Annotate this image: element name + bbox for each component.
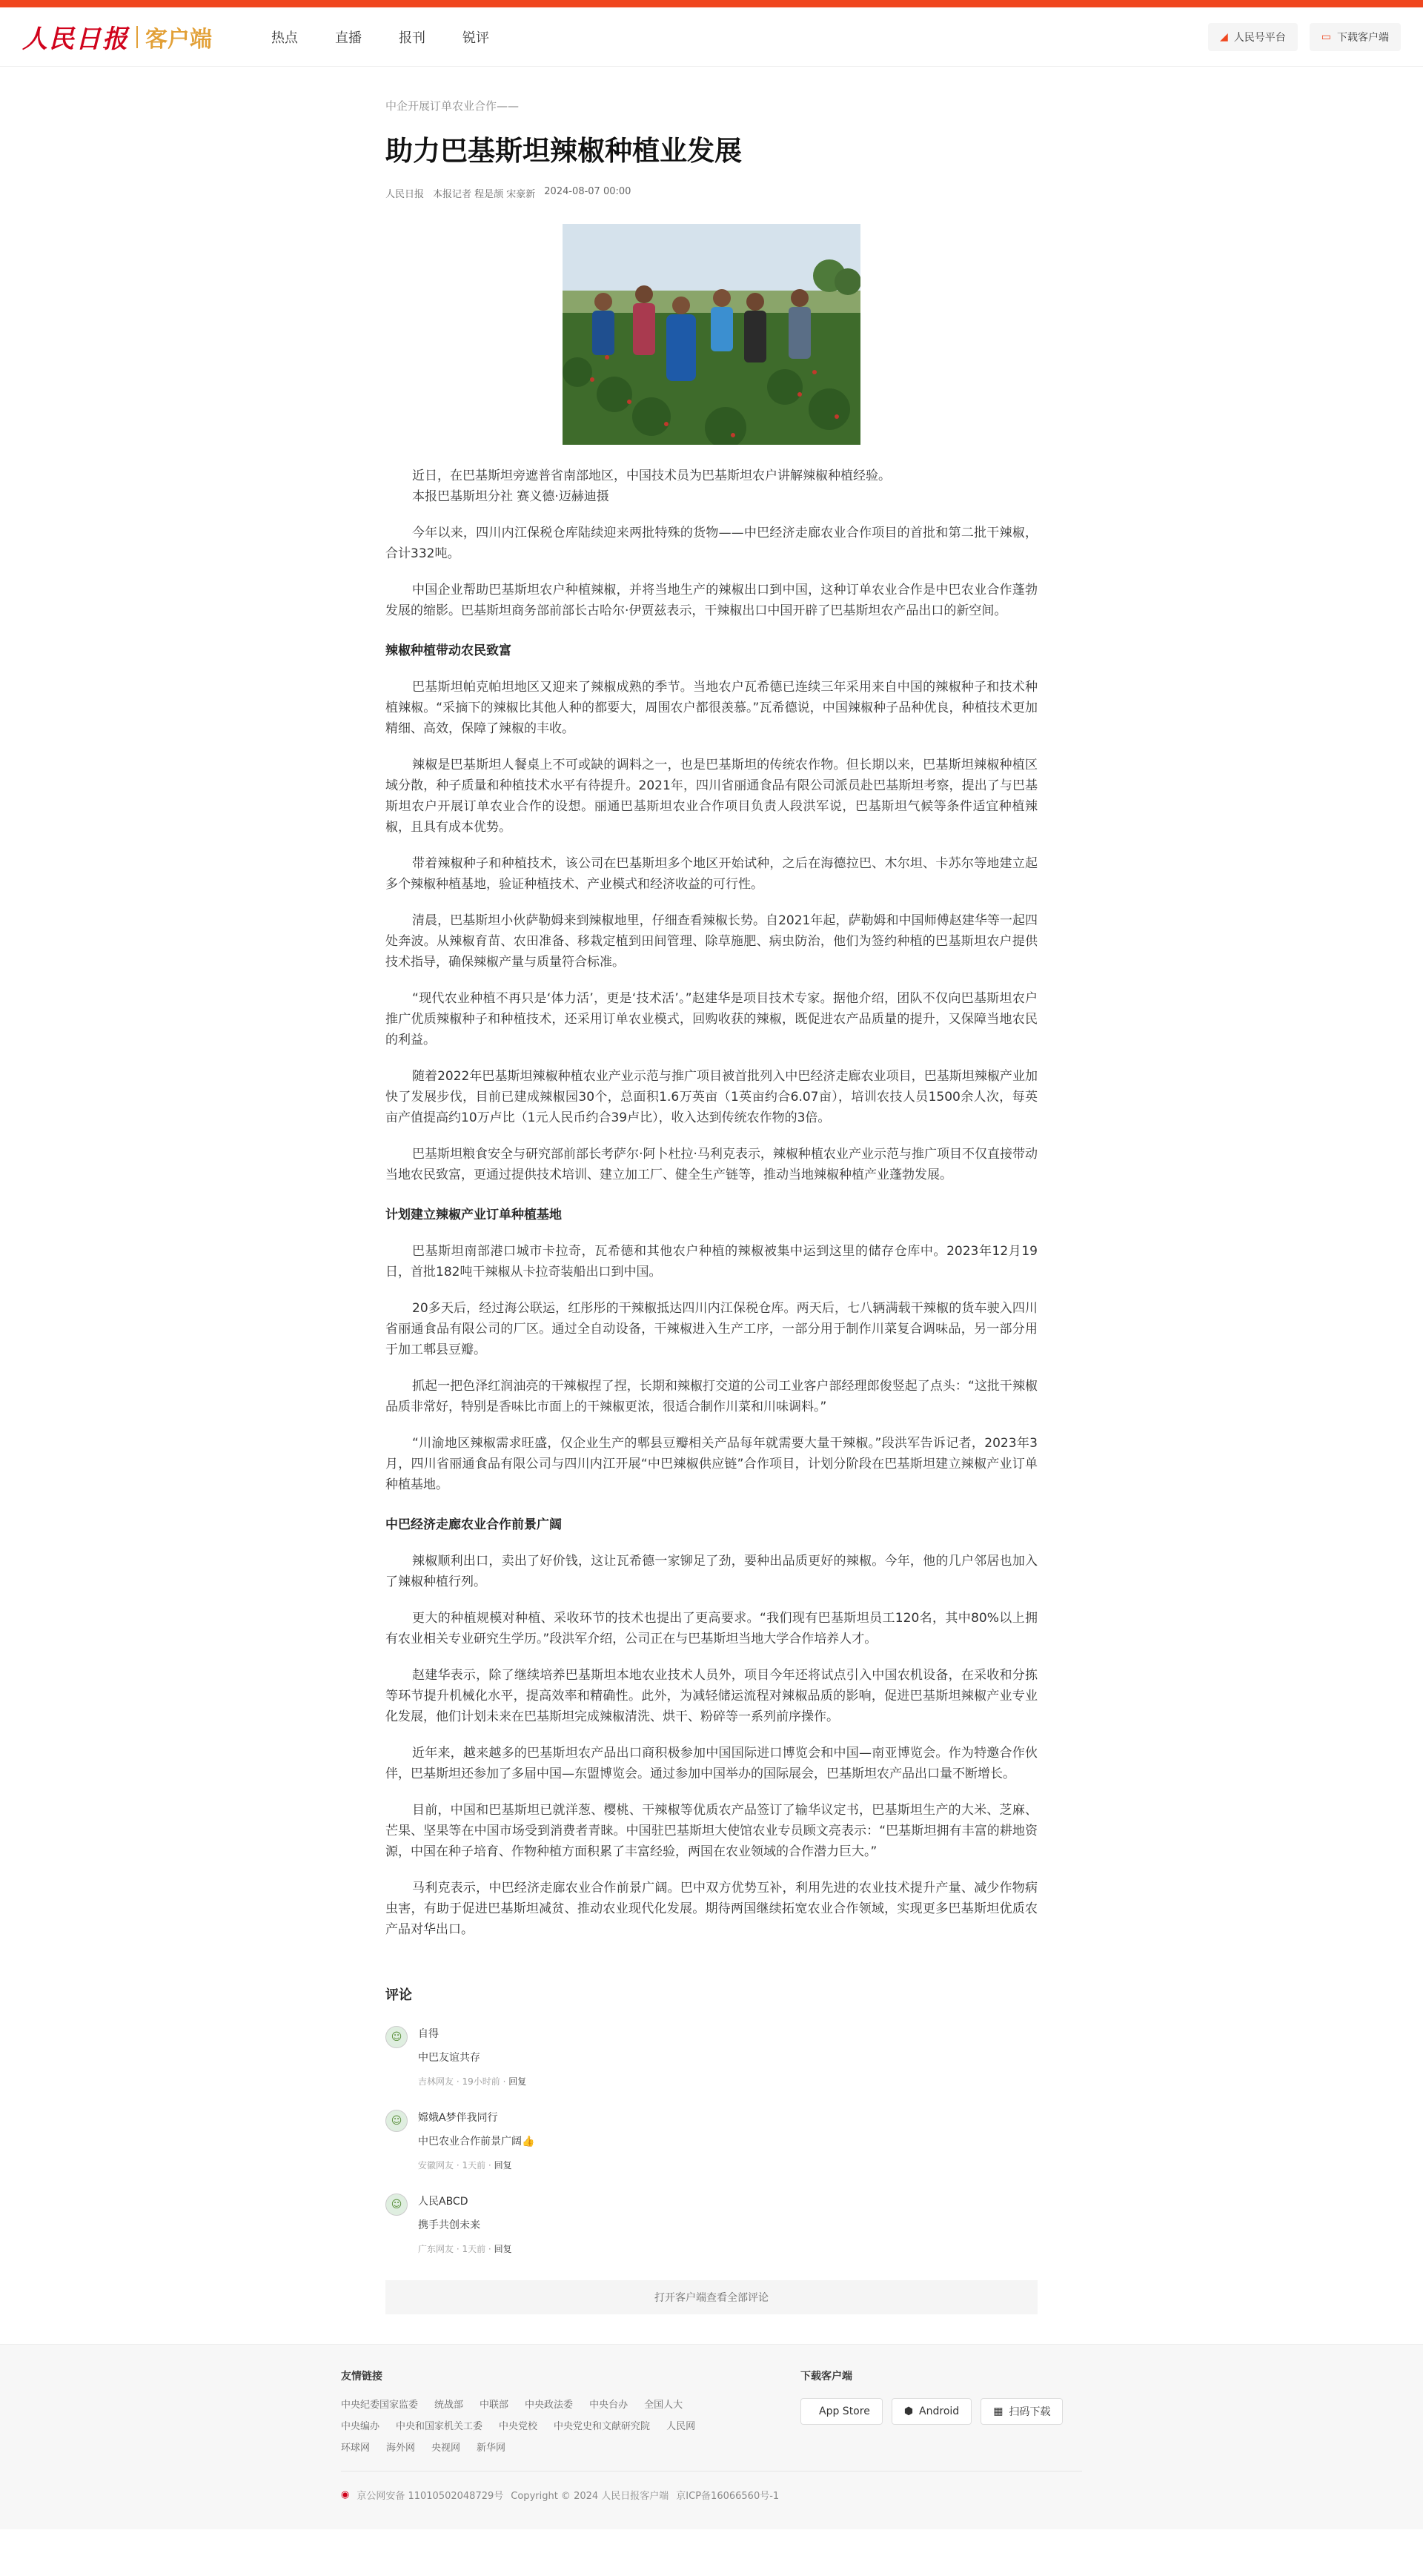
article-paragraph: 赵建华表示，除了继续培养巴基斯坦本地农业技术人员外，项目今年还将试点引入中国农机设备，在采收和分拣等环节提升机械化水平，提高效率和精确性。此外，为减轻储运流程对辣椒品质的影响，促进巴基斯坦辣椒产业专业化发展，他们计划未来在巴基斯坦完成辣椒清洗、烘干、粉碎等一系列前序操作。 <box>385 1668 1038 1724</box>
article-paragraph: 清晨，巴基斯坦小伙萨勒姆来到辣椒地里，仔细查看辣椒长势。自2021年起，萨勒姆和中国师傅赵建华等一起四处奔波。从辣椒育苗、农田准备、移栽定植到田间管理、除草施肥、病虫防治，他们为签约种植的巴基斯坦农户提供技术指导，确保辣椒产量与质量符合标准。 <box>385 913 1038 970</box>
download-heading: 下载客户端 <box>800 2371 852 2383</box>
logo-sub-text: 客户端 <box>145 26 212 53</box>
article-kicker: 中企开展订单农业合作—— <box>385 99 520 113</box>
friend-link[interactable]: 中央和国家机关工委 <box>396 2421 483 2432</box>
article-paragraph: 近年来，越来越多的巴基斯坦农产品出口商积极参加中国国际进口博览会和中国—南亚博览会。作为特邀合作伙伴，巴基斯坦还参加了多届中国—东盟博览会。通过参加中国举办的国际展会，巴基斯坦农产品出口量不断增长。 <box>385 1746 1038 1781</box>
friend-link[interactable]: 统战部 <box>434 2400 464 2411</box>
friend-link[interactable]: 中央编办 <box>341 2421 380 2432</box>
friend-link[interactable]: 中联部 <box>480 2400 509 2411</box>
open-app-all-comments-button[interactable]: 打开客户端查看全部评论 <box>385 2280 1038 2314</box>
comment-location: 安徽网友 <box>418 2160 454 2171</box>
site-footer <box>0 2344 1423 2529</box>
photo-caption <box>385 466 1038 507</box>
comment-text: 中巴友谊共存 <box>418 2052 480 2064</box>
article-paragraph: 抓起一把色泽红润油亮的干辣椒捏了捏，长期和辣椒打交道的公司工业客户部经理郎俊竖起了点头：“这批干辣椒品质非常好，特别是香味比市面上的干辣椒更浓，很适合制作川菜和川味调料。” <box>385 1379 1038 1414</box>
police-badge-icon: ◉ <box>341 2489 350 2500</box>
nav-item-hot[interactable]: 热点 <box>271 30 298 46</box>
user-avatar-icon[interactable]: ☺ <box>385 2026 408 2048</box>
icp-record[interactable]: 京ICP备16066560号-1 <box>676 2491 780 2502</box>
article-title: 助力巴基斯坦辣椒种植业发展 <box>385 135 742 167</box>
comment-item <box>385 2026 1038 2087</box>
article-authors: 本报记者 程是颉 宋豪新 <box>433 189 536 200</box>
app-store-label: App Store <box>819 2406 870 2417</box>
user-avatar-icon[interactable]: ☺ <box>385 2193 408 2216</box>
comment-time: 1天前 <box>462 2160 486 2171</box>
comment-reply-button[interactable]: 回复 <box>494 2244 512 2254</box>
friend-link[interactable]: 中央纪委国家监委 <box>341 2400 419 2411</box>
qr-download-label: 扫码下载 <box>1009 2406 1051 2418</box>
megaphone-icon: ◢ <box>1219 30 1228 43</box>
friend-link[interactable]: 中央党校 <box>499 2421 538 2432</box>
platform-button[interactable] <box>1208 23 1298 51</box>
download-app-button[interactable] <box>1310 23 1401 51</box>
comment-author[interactable]: 自得 <box>418 2028 439 2040</box>
comment-location: 广东网友 <box>418 2244 454 2254</box>
section-heading: 中巴经济走廊农业合作前景广阔 <box>385 1517 562 1532</box>
article-paragraph: 巴基斯坦帕克帕坦地区又迎来了辣椒成熟的季节。当地农户瓦希德已连续三年采用来自中国的辣椒种子和技术种植辣椒。“采摘下的辣椒比其他人种的都要大，周围农户都很羡慕。”瓦希德说，中国辣椒种子品种优良，种植技术更加精细、高效，保障了辣椒的丰收。 <box>385 680 1038 736</box>
article-paragraph: 辣椒顺利出口，卖出了好价钱，这让瓦希德一家铆足了劲，要种出品质更好的辣椒。今年，他的几户邻居也加入了辣椒种植行列。 <box>385 1554 1038 1589</box>
article-photo-wrapper <box>385 224 1038 445</box>
download-section <box>800 2368 1082 2454</box>
friend-link[interactable]: 中央政法委 <box>525 2400 574 2411</box>
comment-author[interactable]: 嫦娥A梦伴我同行 <box>418 2112 498 2124</box>
article-paragraph: 目前，中国和巴基斯坦已就洋葱、樱桃、干辣椒等优质农产品签订了输华议定书，巴基斯坦生产的大米、芝麻、芒果、坚果等在中国市场受到消费者青睐。中国驻巴基斯坦大使馆农业专员顾文亮表示：“巴基斯坦拥有丰富的耕地资源，中国在种子培育、作物种植方面积累了丰富经验，两国在农业领域的合作潜力巨大。” <box>385 1803 1038 1859</box>
comment-author[interactable]: 人民ABCD <box>418 2196 468 2208</box>
comment-meta: 安徽网友 · 1天前 · 回复 <box>418 2160 512 2171</box>
footer-legal <box>341 2471 1082 2502</box>
article-paragraph: 辣椒是巴基斯坦人餐桌上不可或缺的调料之一，也是巴基斯坦的传统农作物。但长期以来，巴基斯坦辣椒种植区域分散，种子质量和种植技术水平有待提升。2021年，四川省丽通食品有限公司派员赴巴基斯坦考察，提出了与巴基斯坦农户开展订单农业合作的设想。丽通巴基斯坦农业合作项目负责人段洪军说，巴基斯坦气候等条件适宜种植辣椒，且具有成本优势。 <box>385 758 1038 835</box>
friend-link[interactable]: 新华网 <box>477 2443 506 2454</box>
nav-item-commentary[interactable]: 锐评 <box>462 30 489 46</box>
platform-button-label: 人民号平台 <box>1233 31 1286 44</box>
app-store-button[interactable] <box>800 2398 883 2425</box>
friend-links-heading: 友情链接 <box>341 2371 382 2383</box>
friend-link[interactable]: 中央台办 <box>589 2400 628 2411</box>
friend-link[interactable]: 人民网 <box>666 2421 696 2432</box>
copyright-text: Copyright © 2024 人民日报客户端 <box>511 2491 669 2502</box>
logo-separator <box>136 26 138 48</box>
article-paragraph: 20多天后，经过海公联运，红彤彤的干辣椒抵达四川内江保税仓库。两天后，七八辆满载干辣椒的货车驶入四川省丽通食品有限公司的厂区。通过全自动设备，干辣椒进入生产工序，一部分用于制作川菜复合调味品，另一部分用于加工郫县豆瓣。 <box>385 1301 1038 1357</box>
site-logo[interactable] <box>22 19 212 55</box>
photo-illustration <box>563 224 860 445</box>
comment-time: 19小时前 <box>462 2076 500 2087</box>
comment-meta: 吉林网友 · 19小时前 · 回复 <box>418 2076 527 2087</box>
nav-item-newspaper[interactable]: 报刊 <box>399 30 425 46</box>
comment-reply-button[interactable]: 回复 <box>494 2160 512 2171</box>
logo-main-text: 人民日报 <box>22 24 129 54</box>
friend-link[interactable]: 海外网 <box>386 2443 416 2454</box>
article-photo[interactable] <box>563 224 860 445</box>
user-avatar-icon[interactable]: ☺ <box>385 2110 408 2132</box>
photo-credit-line: 本报巴基斯坦分社 赛义德·迈赫迪摄 <box>412 489 609 504</box>
comment-item <box>385 2193 1038 2255</box>
article-paragraph: 马利克表示，中巴经济走廊农业合作前景广阔。巴中双方优势互补，利用先进的农业技术提升产量、减少作物病虫害，有助于促进巴基斯坦减贫、推动农业现代化发展。期待两国继续拓宽农业合作领域，实现更多巴基斯坦优质农产品对华出口。 <box>385 1881 1038 1937</box>
comment-reply-button[interactable]: 回复 <box>508 2076 527 2087</box>
qr-code-icon: ▦ <box>993 2406 1004 2417</box>
section-heading: 计划建立辣椒产业订单种植基地 <box>385 1208 562 1222</box>
article-paragraph: 今年以来，四川内江保税仓库陆续迎来两批特殊的货物——中巴经济走廊农业合作项目的首批和第二批干辣椒，合计332吨。 <box>385 526 1038 561</box>
comment-item <box>385 2110 1038 2171</box>
qr-download-button[interactable] <box>981 2398 1063 2425</box>
android-icon: ⬢ <box>903 2406 914 2417</box>
article-meta <box>385 186 1038 200</box>
section-heading: 辣椒种植带动农民致富 <box>385 643 511 658</box>
friend-links <box>341 2368 756 2454</box>
article-paragraph: 随着2022年巴基斯坦辣椒种植农业产业示范与推广项目被首批列入中巴经济走廊农业项目，巴基斯坦辣椒产业加快了发展步伐，目前已建成辣椒园30个，总面积1.6万英亩（1英亩约合6.07亩），培训农技人员1500余人次，每英亩产值提高约10万卢比（1元人民币约合39卢比），收入达到传统农作物的3倍。 <box>385 1069 1038 1125</box>
article-paragraph: “现代农业种植不再只是‘体力活’，更是‘技术活’。”赵建华是项目技术专家。据他介绍，团队不仅向巴基斯坦农户推广优质辣椒种子和种植技术，还采用订单农业模式，回购收获的辣椒，既促进农产品质量的提升，又保障当地农民的利益。 <box>385 991 1038 1047</box>
police-record[interactable]: 京公网安备 11010502048729号 <box>356 2491 504 2502</box>
comments-section <box>385 1984 1038 2314</box>
comment-text: 携手共创未来 <box>418 2219 480 2231</box>
comment-location: 吉林网友 <box>418 2076 454 2087</box>
top-accent-bar <box>0 0 1423 7</box>
article-paragraph: 更大的种植规模对种植、采收环节的技术也提出了更高要求。“我们现有巴基斯坦员工120名，其中80%以上拥有农业相关专业研究生学历。”段洪军介绍，公司正在与巴基斯坦当地大学合作培养人才。 <box>385 1611 1038 1646</box>
android-button[interactable] <box>892 2398 972 2425</box>
android-label: Android <box>919 2406 960 2417</box>
friend-links-list <box>341 2397 726 2454</box>
article-paragraph: 中国企业帮助巴基斯坦农户种植辣椒，并将当地生产的辣椒出口到中国，这种订单农业合作是中巴农业合作蓬勃发展的缩影。巴基斯坦商务部前部长古哈尔·伊贾兹表示，干辣椒出口中国开辟了巴基斯坦农产品出口的新空间。 <box>385 583 1038 618</box>
article-paragraph: 带着辣椒种子和种植技术，该公司在巴基斯坦多个地区开始试种，之后在海德拉巴、木尔坦、卡苏尔等地建立起多个辣椒种植基地，验证种植技术、产业模式和经济收益的可行性。 <box>385 856 1038 892</box>
article-body <box>385 523 1038 1940</box>
comment-text: 中巴农业合作前景广阔👍 <box>418 2136 535 2148</box>
friend-link[interactable]: 央视网 <box>431 2443 461 2454</box>
article-paragraph: 巴基斯坦南部港口城市卡拉奇，瓦希德和其他农户种植的辣椒被集中运到这里的储存仓库中。2023年12月19日，首批182吨干辣椒从卡拉奇装船出口到中国。 <box>385 1244 1038 1279</box>
photo-caption-line: 近日，在巴基斯坦旁遮普省南部地区，中国技术员为巴基斯坦农户讲解辣椒种植经验。 <box>412 468 891 483</box>
article-paragraph: “川渝地区辣椒需求旺盛，仅企业生产的郫县豆瓣相关产品每年就需要大量干辣椒。”段洪军告诉记者，2023年3月，四川省丽通食品有限公司与四川内江开展“中巴辣椒供应链”合作项目，计划分阶段在巴基斯坦建立辣椒产业订单种植基地。 <box>385 1436 1038 1492</box>
nav-item-live[interactable]: 直播 <box>335 30 362 46</box>
header-actions <box>1208 23 1401 51</box>
friend-link[interactable]: 环球网 <box>341 2443 371 2454</box>
friend-link[interactable]: 全国人大 <box>644 2400 683 2411</box>
comments-heading: 评论 <box>385 1987 412 2003</box>
site-header <box>0 7 1423 67</box>
app-icon: ▭ <box>1321 30 1331 43</box>
friend-link[interactable]: 中央党史和文献研究院 <box>554 2421 651 2432</box>
main-nav <box>271 27 489 47</box>
article <box>385 67 1038 2314</box>
article-source: 人民日报 <box>385 189 425 200</box>
article-paragraph: 巴基斯坦粮食安全与研究部前部长考萨尔·阿卜杜拉·马利克表示，辣椒种植农业产业示范与推广项目不仅直接带动当地农民致富，更通过提供技术培训、建立加工厂、健全生产链等，推动当地辣椒种植产业蓬勃发展。 <box>385 1147 1038 1182</box>
comment-time: 1天前 <box>462 2244 486 2254</box>
comment-meta: 广东网友 · 1天前 · 回复 <box>418 2244 512 2254</box>
article-date: 2024-08-07 00:00 <box>544 186 631 197</box>
download-app-button-label: 下载客户端 <box>1337 31 1389 44</box>
